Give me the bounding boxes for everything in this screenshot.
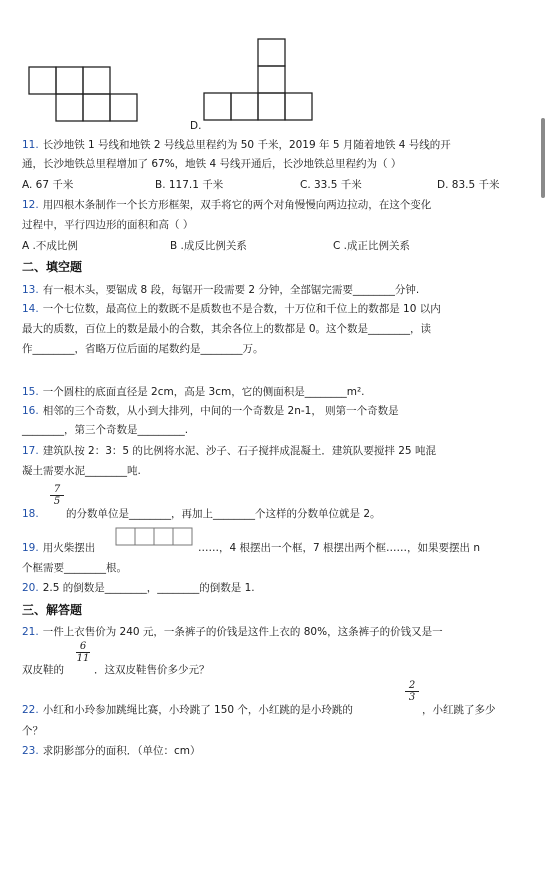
q22-number: 22. — [22, 704, 39, 716]
q19-line1-rest: ……，4 根摆出一个框，7 根摆出两个框……，如果要摆出 n — [198, 542, 481, 554]
q12-line1: 12. 用四根木条制作一个长方形框架，双手将它的两个对角慢慢向两边拉动，在这个变化 — [22, 199, 432, 211]
q11-option-c[interactable]: C. 33.5 千米 — [300, 179, 362, 191]
cube-net-figure-d — [202, 38, 314, 122]
section-heading-solve: 三、解答题 — [22, 603, 83, 617]
q14-number: 14. — [22, 303, 39, 315]
q23-number: 23. — [22, 745, 39, 757]
q12-option-c[interactable]: C .成正比例关系 — [333, 240, 411, 252]
q17-line1: 17. 建筑队按 2：3：5 的比例将水泥、沙子、石子搅拌成混凝土．建筑队要搅拌 25 吨混 — [22, 445, 436, 457]
matchstick-frames-figure — [115, 527, 197, 547]
q21-line2-end: ．这双皮鞋售价多少元？ — [94, 664, 210, 676]
scrollbar[interactable] — [541, 118, 545, 198]
q22-line2: 个？ — [22, 725, 43, 737]
q11-line2: 通，长沙地铁总里程增加了 67%，地铁 4 号线开通后，长沙地铁总里程约为（ ） — [22, 158, 402, 170]
q11-option-a[interactable]: A. 67 千米 — [22, 179, 74, 191]
q14-line2: 最大的质数，百位上的数是最小的合数，其余各位上的数都是 0。这个数是________，读 — [22, 323, 432, 335]
q20: 20. 2.5 的倒数是________，________的倒数是 1. — [22, 582, 255, 594]
q17-number: 17. — [22, 445, 39, 457]
q11-line1: 11. 长沙地铁 1 号线和地铁 2 号线总里程约为 50 千米，2019 年 5 月随着地铁 4 号线的开 — [22, 139, 451, 151]
q21-fraction: $\frac{6}{11}$ — [76, 641, 90, 664]
q21-line2-start: 双皮鞋的 — [22, 664, 64, 676]
q17-line2: 凝土需要水泥________吨. — [22, 465, 141, 477]
q16-line2: ________，第三个奇数是_________. — [22, 424, 189, 436]
q16-number: 16. — [22, 405, 39, 417]
q18-number: 18. — [22, 508, 39, 520]
q22-line1-start: 22. 小红和小玲参加跳绳比赛，小玲跳了 150 个，小红跳的是小玲跳的 — [22, 704, 353, 716]
q19-number: 19. — [22, 542, 39, 554]
q21-number: 21. — [22, 626, 39, 638]
option-d-label: D. — [190, 120, 202, 132]
q12-option-b[interactable]: B .成反比例关系 — [170, 240, 247, 252]
q12-line2: 过程中，平行四边形的面积和高（ ） — [22, 219, 194, 231]
q15-number: 15. — [22, 386, 39, 398]
q12-number: 12. — [22, 199, 39, 211]
q20-number: 20. — [22, 582, 39, 594]
q18-number-line — [22, 507, 43, 521]
q15: 15. 一个圆柱的底面直径是 2cm，高是 3cm，它的侧面积是________m². — [22, 386, 365, 398]
q19-line2: 个框需要________根。 — [22, 562, 127, 574]
q19-line1-start: 19. 用火柴摆出 — [22, 542, 96, 554]
q18-fraction: $\frac{7}{5}$ — [50, 484, 64, 507]
q11-option-d[interactable]: D. 83.5 千米 — [437, 179, 500, 191]
q22-line1-end: ，小红跳了多少 — [422, 704, 496, 716]
q11-option-b[interactable]: B. 117.1 千米 — [155, 179, 224, 191]
cube-net-figure-left — [28, 66, 148, 128]
q14-line3: 作________，省略万位后面的尾数约是________万。 — [22, 343, 264, 355]
q23: 23. 求阴影部分的面积．（单位：cm） — [22, 745, 201, 757]
q12-option-a[interactable]: A .不成比例 — [22, 240, 78, 252]
q13-number: 13. — [22, 284, 39, 296]
q13: 13. 有一根木头，要锯成 8 段，每锯开一段需要 2 分钟，全部锯完需要________分钟. — [22, 284, 420, 296]
q22-fraction: $\frac{2}{3}$ — [405, 680, 419, 703]
q18-text: 的分数单位是________，再加上________个这样的分数单位就是 2。 — [66, 508, 381, 520]
q14-line1: 14. 一个七位数，最高位上的数既不是质数也不是合数，十万位和千位上的数都是 10 以内 — [22, 303, 441, 315]
q11-number: 11. — [22, 139, 39, 151]
q21-line1: 21. 一件上衣售价为 240 元，一条裤子的价钱是这件上衣的 80%，这条裤子的价钱又是一 — [22, 626, 443, 638]
q16-line1: 16. 相邻的三个奇数，从小到大排列，中间的一个奇数是 2n-1， 则第一个奇数是 — [22, 405, 399, 417]
section-heading-fill-in: 二、填空题 — [22, 260, 83, 274]
